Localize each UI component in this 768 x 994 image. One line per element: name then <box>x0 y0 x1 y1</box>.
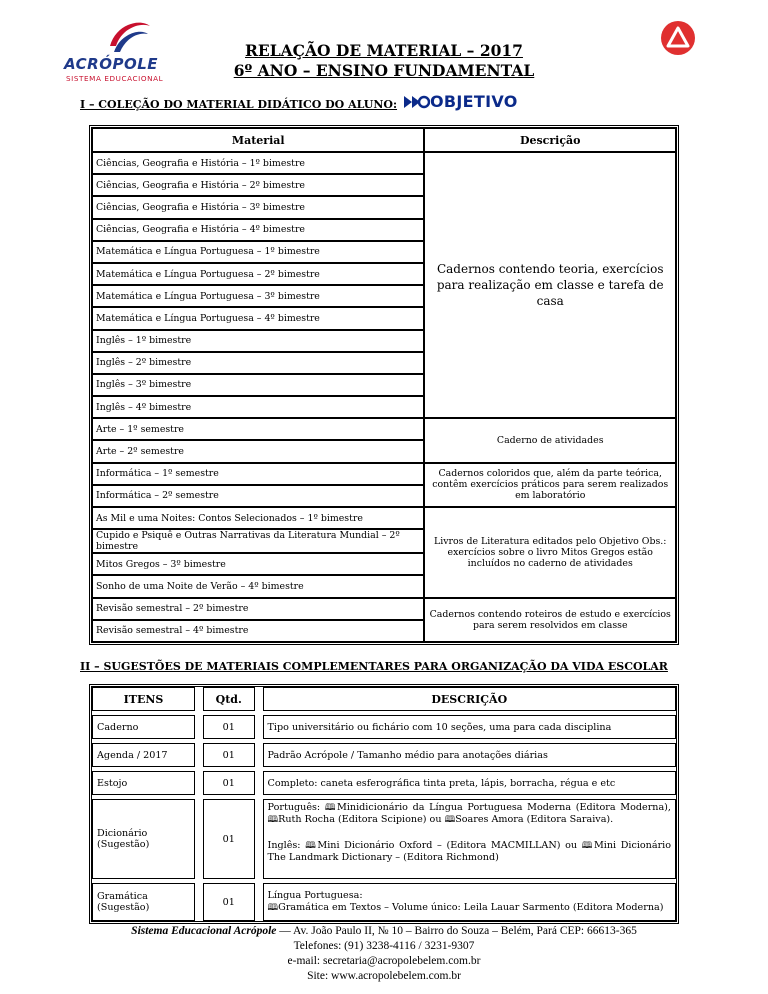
description-cell: Cadernos contendo teoria, exercícios para realização em classe e tarefa de casa <box>424 152 676 418</box>
open-book-icon: 🕮 <box>305 841 318 851</box>
open-book-icon: 🕮 <box>267 815 279 825</box>
logo-subtitle: SISTEMA EDUCACIONAL <box>66 74 164 83</box>
table-row <box>92 771 676 795</box>
material-cell: Matemática e Língua Portuguesa – 1º bimestre <box>92 241 424 263</box>
desc-cell: Tipo universitário ou fichário com 10 seções, uma para cada disciplina <box>263 715 676 739</box>
page-subtitle: 6º ANO – ENSINO FUNDAMENTAL <box>233 61 535 80</box>
footer-phones: Telefones: (91) 3238-4116 / 3231-9307 <box>293 940 475 952</box>
material-cell: Mitos Gregos – 3º bimestre <box>92 553 424 575</box>
desc-text: Português: <box>267 802 321 813</box>
table-row <box>92 463 676 485</box>
material-cell: Informática – 2º semestre <box>92 485 424 507</box>
col-material-header: Material <box>92 128 424 152</box>
desc-cell <box>263 883 676 921</box>
col-qtd-header: Qtd. <box>203 687 255 711</box>
material-cell: Arte – 2º semestre <box>92 440 424 462</box>
qtd-cell: 01 <box>203 883 255 921</box>
col-descricao-header: DESCRIÇÃO <box>263 687 676 711</box>
footer-address <box>0 924 768 939</box>
table-row <box>92 743 676 767</box>
desc-cell: Completo: caneta esferográfica tinta preta, lápis, borracha, régua e etc <box>263 771 676 795</box>
col-itens-header: ITENS <box>92 687 195 711</box>
material-cell: Sonho de uma Noite de Verão – 4º bimestre <box>92 575 424 597</box>
qtd-cell: 01 <box>203 743 255 767</box>
qtd-cell: 01 <box>203 799 255 879</box>
item-cell: Agenda / 2017 <box>92 743 195 767</box>
material-cell: Revisão semestral – 4º bimestre <box>92 620 424 642</box>
page-title: RELAÇÃO DE MATERIAL – 2017 <box>245 41 523 60</box>
item-line: (Sugestão) <box>97 839 150 850</box>
desc-text: Inglês: <box>267 840 301 851</box>
material-cell: Ciências, Geografia e História – 2º bimestre <box>92 174 424 196</box>
open-book-icon: 🕮 <box>444 815 456 825</box>
open-book-icon: 🕮 <box>324 803 338 813</box>
desc-text: Mini Dicionário The Landmark Dictionary – (Editora Richmond) <box>267 840 672 863</box>
desc-cell: Padrão Acrópole / Tamanho médio para anotações diárias <box>263 743 676 767</box>
material-cell: As Mil e uma Noites: Contos Selecionados – 1º bimestre <box>92 507 424 529</box>
material-cell: Cupido e Psiquê e Outras Narrativas da Literatura Mundial – 2º bimestre <box>92 529 424 553</box>
objetivo-brand: OBJETIVO <box>430 92 518 111</box>
material-cell: Inglês – 1º bimestre <box>92 330 424 352</box>
material-cell: Revisão semestral – 2º bimestre <box>92 598 424 620</box>
item-line: (Sugestão) <box>97 902 150 913</box>
desc-text: Soares Amora (Editora Saraiva). <box>455 814 614 825</box>
desc-cell <box>263 799 676 879</box>
material-cell: Ciências, Geografia e História – 4º bimestre <box>92 219 424 241</box>
section1-title: I – COLEÇÃO DO MATERIAL DIDÁTICO DO ALUNO: <box>80 98 398 111</box>
material-cell: Ciências, Geografia e História – 3º bimestre <box>92 196 424 218</box>
material-cell: Matemática e Língua Portuguesa – 2º bimestre <box>92 263 424 285</box>
complementary-materials-table <box>89 684 679 924</box>
table-row-gramatica <box>92 883 676 921</box>
item-cell <box>92 799 195 879</box>
open-book-icon: 🕮 <box>267 903 279 913</box>
description-cell: Cadernos coloridos que, além da parte teórica, contêm exercícios práticos para serem realizados em laboratório <box>424 463 676 507</box>
table-row <box>92 418 676 440</box>
material-cell: Inglês – 3º bimestre <box>92 374 424 396</box>
desc-text: Mini Dicionário Oxford – (Editora MACMILLAN) ou <box>317 840 578 851</box>
desc-text: Minidicionário da Língua Portuguesa Moderna (Editora Moderna), <box>337 802 671 813</box>
qtd-cell: 01 <box>203 771 255 795</box>
material-cell: Ciências, Geografia e História – 1º bimestre <box>92 152 424 174</box>
material-cell: Matemática e Língua Portuguesa – 4º bimestre <box>92 307 424 329</box>
description-cell: Caderno de atividades <box>424 418 676 462</box>
qtd-cell: 01 <box>203 715 255 739</box>
table-row <box>92 598 676 620</box>
open-book-icon: 🕮 <box>581 841 594 851</box>
objetivo-logo-icon <box>402 92 430 112</box>
description-cell: Cadernos contendo roteiros de estudo e exercícios para serem resolvidos em classe <box>424 598 676 642</box>
material-cell: Informática – 1º semestre <box>92 463 424 485</box>
description-cell: Livros de Literatura editados pelo Objetivo Obs.: exercícios sobre o livro Mitos Gregos estão incluídos no caderno de atividades <box>424 507 676 598</box>
material-cell: Arte – 1º semestre <box>92 418 424 440</box>
footer-email: e-mail: secretaria@acropolebelem.com.br <box>287 955 481 967</box>
material-cell: Inglês – 2º bimestre <box>92 352 424 374</box>
footer-org: Sistema Educacional Acrópole <box>131 925 277 937</box>
col-descricao-header: Descrição <box>424 128 676 152</box>
table-row <box>92 507 676 529</box>
item-line: Dicionário <box>97 828 148 839</box>
table-row <box>92 152 676 174</box>
material-cell: Matemática e Língua Portuguesa – 3º bimestre <box>92 285 424 307</box>
item-cell: Estojo <box>92 771 195 795</box>
material-cell: Inglês – 4º bimestre <box>92 396 424 418</box>
table-row <box>92 715 676 739</box>
footer-address-text: — Av. João Paulo II, № 10 – Bairro do Souza – Belém, Pará CEP: 66613-365 <box>276 925 637 937</box>
footer-site: Site: www.acropolebelem.com.br <box>307 970 461 982</box>
item-cell <box>92 883 195 921</box>
desc-text: Gramática em Textos – Volume único: Leila Lauar Sarmento (Editora Moderna) <box>278 902 664 913</box>
desc-text: Ruth Rocha (Editora Scipione) ou <box>278 814 442 825</box>
desc-text: Língua Portuguesa: <box>267 890 363 901</box>
item-line: Gramática <box>97 891 148 902</box>
table-row-dicionario <box>92 799 676 879</box>
item-cell: Caderno <box>92 715 195 739</box>
logo-name: ACRÓPOLE <box>64 55 159 73</box>
material-table <box>89 125 679 645</box>
section2-title: II – SUGESTÕES DE MATERIAIS COMPLEMENTARES PARA ORGANIZAÇÃO DA VIDA ESCOLAR <box>80 660 668 673</box>
